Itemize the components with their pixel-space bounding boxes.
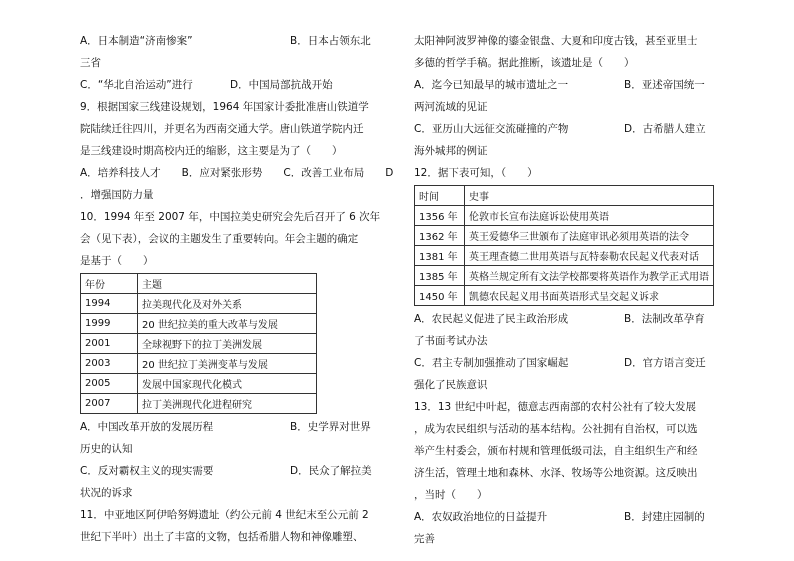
q13-stem-line-4: 济生活，管理土地和森林、水泽、牧场等公地资源。这反映出 bbox=[414, 467, 698, 479]
q10-option-row-1 bbox=[80, 416, 392, 438]
table-row bbox=[81, 334, 317, 354]
q10-stem-line-1: 10．1994 年至 2007 年，中国拉美史研究会先后召开了 6 次年 bbox=[80, 211, 381, 223]
q12-option-row-2 bbox=[414, 352, 714, 374]
q9-option-d-cont: ．增强国防力量 bbox=[80, 189, 154, 201]
table-cell: 2003 bbox=[81, 354, 138, 374]
q8-option-b-cont: 三省 bbox=[80, 57, 101, 69]
table-cell: 发展中国家现代化模式 bbox=[138, 374, 317, 394]
q12-option-row-1 bbox=[414, 308, 714, 330]
q10-option-row-2 bbox=[80, 460, 392, 482]
q13-stem-line-3: 举产生村委会，颁布村规和管理低级司法，自主组织生产和经 bbox=[414, 445, 698, 457]
table-cell: 2001 bbox=[81, 334, 138, 354]
q12-stem: 12．据下表可知，（ ） bbox=[414, 167, 538, 179]
q10-option-a[interactable]: A．中国改革开放的发展历程 bbox=[80, 421, 214, 433]
q8-option-d[interactable]: D．中国局部抗战开始 bbox=[230, 79, 333, 91]
q12-option-b[interactable]: B．法制改革孕育 bbox=[624, 313, 705, 325]
q11-option-c[interactable]: C．亚历山大远征交流碰撞的产物 bbox=[414, 123, 569, 135]
table-cell: 全球视野下的拉丁美洲发展 bbox=[138, 334, 317, 354]
table-cell: 凯德农民起义用书面英语形式呈交起义诉求 bbox=[465, 286, 714, 306]
q11-option-a[interactable]: A．迄今已知最早的城市遗址之一 bbox=[414, 79, 569, 91]
table-cell: 2007 bbox=[81, 394, 138, 414]
q12-table bbox=[414, 185, 714, 306]
table-header-cell: 史事 bbox=[465, 186, 714, 206]
table-cell: 拉美现代化及对外关系 bbox=[138, 294, 317, 314]
table-row bbox=[81, 354, 317, 374]
q13-option-row-1 bbox=[414, 506, 714, 528]
table-row bbox=[415, 226, 714, 246]
q11-option-row-2 bbox=[414, 118, 714, 140]
right-column bbox=[414, 30, 714, 550]
q8-option-row-2 bbox=[80, 74, 392, 96]
q10-option-b[interactable]: B．史学界对世界 bbox=[290, 421, 371, 433]
q11-option-d[interactable]: D．古希腊人建立 bbox=[624, 123, 706, 135]
q12-option-b-cont: 了书面考试办法 bbox=[414, 335, 488, 347]
q13-stem-line-1: 13．13 世纪中叶起，德意志西南部的农村公社有了较大发展 bbox=[414, 401, 697, 413]
table-cell: 英王爱德华三世颁布了法庭审讯必须用英语的法令 bbox=[465, 226, 714, 246]
table-row bbox=[415, 286, 714, 306]
q11-option-d-cont: 海外城邦的例证 bbox=[414, 145, 488, 157]
q11-stem-line-3: 太阳神阿波罗神像的鎏金银盘、大夏和印度古钱，甚至亚里士 bbox=[414, 35, 698, 47]
left-column bbox=[80, 30, 392, 548]
q10-option-d-cont: 状况的诉求 bbox=[80, 487, 133, 499]
q8-option-row-1 bbox=[80, 30, 392, 52]
table-cell: 1450 年 bbox=[415, 286, 465, 306]
q11-stem-line-4: 多德的哲学手稿。据此推断，该遗址是（ ） bbox=[414, 57, 635, 69]
q10-stem-line-2: 会（见下表），会议的主题发生了重要转向。年会主题的确定 bbox=[80, 233, 359, 245]
table-row bbox=[81, 294, 317, 314]
q8-option-a[interactable]: A．日本制造“济南惨案” bbox=[80, 35, 193, 47]
table-cell: 英王理查德二世用英语与瓦特泰勒农民起义代表对话 bbox=[465, 246, 714, 266]
table-cell: 1994 bbox=[81, 294, 138, 314]
q10-stem-line-3: 是基于（ ） bbox=[80, 255, 154, 267]
table-header-row bbox=[415, 186, 714, 206]
table-row bbox=[415, 206, 714, 226]
q11-stem-line-2: 世纪下半叶）出土了丰富的文物，包括希腊人物和神像雕塑、 bbox=[80, 531, 364, 543]
q8-option-b[interactable]: B．日本占领东北 bbox=[290, 35, 371, 47]
q11-option-b[interactable]: B．亚述帝国统一 bbox=[624, 79, 705, 91]
table-row bbox=[415, 266, 714, 286]
table-row bbox=[81, 374, 317, 394]
table-row bbox=[81, 314, 317, 334]
q13-option-b[interactable]: B．封建庄园制的 bbox=[624, 511, 705, 523]
q12-option-d[interactable]: D．官方语言变迁 bbox=[624, 357, 706, 369]
table-cell: 20 世纪拉丁美洲变革与发展 bbox=[138, 354, 317, 374]
q11-option-row-1 bbox=[414, 74, 714, 96]
table-cell: 20 世纪拉美的重大改革与发展 bbox=[138, 314, 317, 334]
q12-option-c[interactable]: C．君主专制加强推动了国家崛起 bbox=[414, 357, 569, 369]
q12-option-a[interactable]: A．农民起义促进了民主政治形成 bbox=[414, 313, 569, 325]
q13-option-b-cont: 完善 bbox=[414, 533, 435, 545]
q9-stem-line-2: 院陆续迁往四川，并更名为西南交通大学。唐山铁道学院内迁 bbox=[80, 123, 364, 135]
q9-options[interactable]: A．培养科技人才 B．应对紧张形势 C．改善工业布局 D bbox=[80, 167, 394, 179]
q13-option-a[interactable]: A．农奴政治地位的日益提升 bbox=[414, 511, 548, 523]
table-header-cell: 时间 bbox=[415, 186, 465, 206]
table-header-row bbox=[81, 274, 317, 294]
q13-stem-line-5: ，当时（ ） bbox=[414, 489, 488, 501]
table-cell: 1381 年 bbox=[415, 246, 465, 266]
q11-option-b-cont: 两河流域的见证 bbox=[414, 101, 488, 113]
q9-stem-line-3: 是三线建设时期高校内迁的缩影，这主要是为了（ ） bbox=[80, 145, 343, 157]
q10-option-c[interactable]: C．反对霸权主义的现实需要 bbox=[80, 465, 214, 477]
q8-option-c[interactable]: C．“华北自治运动”进行 bbox=[80, 79, 193, 91]
table-cell: 伦敦市长宣布法庭诉讼使用英语 bbox=[465, 206, 714, 226]
table-header-cell: 主题 bbox=[138, 274, 317, 294]
table-cell: 拉丁美洲现代化进程研究 bbox=[138, 394, 317, 414]
q13-stem-line-2: ，成为农民组织与活动的基本结构。公社拥有自治权，可以选 bbox=[414, 423, 698, 435]
table-row bbox=[415, 246, 714, 266]
table-header-cell: 年份 bbox=[81, 274, 138, 294]
table-cell: 1356 年 bbox=[415, 206, 465, 226]
q10-option-d[interactable]: D．民众了解拉美 bbox=[290, 465, 372, 477]
table-cell: 2005 bbox=[81, 374, 138, 394]
table-cell: 英格兰规定所有文法学校都要将英语作为教学正式用语 bbox=[465, 266, 714, 286]
q12-option-d-cont: 强化了民族意识 bbox=[414, 379, 488, 391]
table-cell: 1385 年 bbox=[415, 266, 465, 286]
table-cell: 1362 年 bbox=[415, 226, 465, 246]
table-row bbox=[81, 394, 317, 414]
q11-stem-line-1: 11．中亚地区阿伊哈努姆遗址（约公元前 4 世纪末至公元前 2 bbox=[80, 509, 369, 521]
q10-option-b-cont: 历史的认知 bbox=[80, 443, 133, 455]
q9-stem-line-1: 9．根据国家三线建设规划，1964 年国家计委批准唐山铁道学 bbox=[80, 101, 369, 113]
q10-table bbox=[80, 273, 317, 414]
table-cell: 1999 bbox=[81, 314, 138, 334]
